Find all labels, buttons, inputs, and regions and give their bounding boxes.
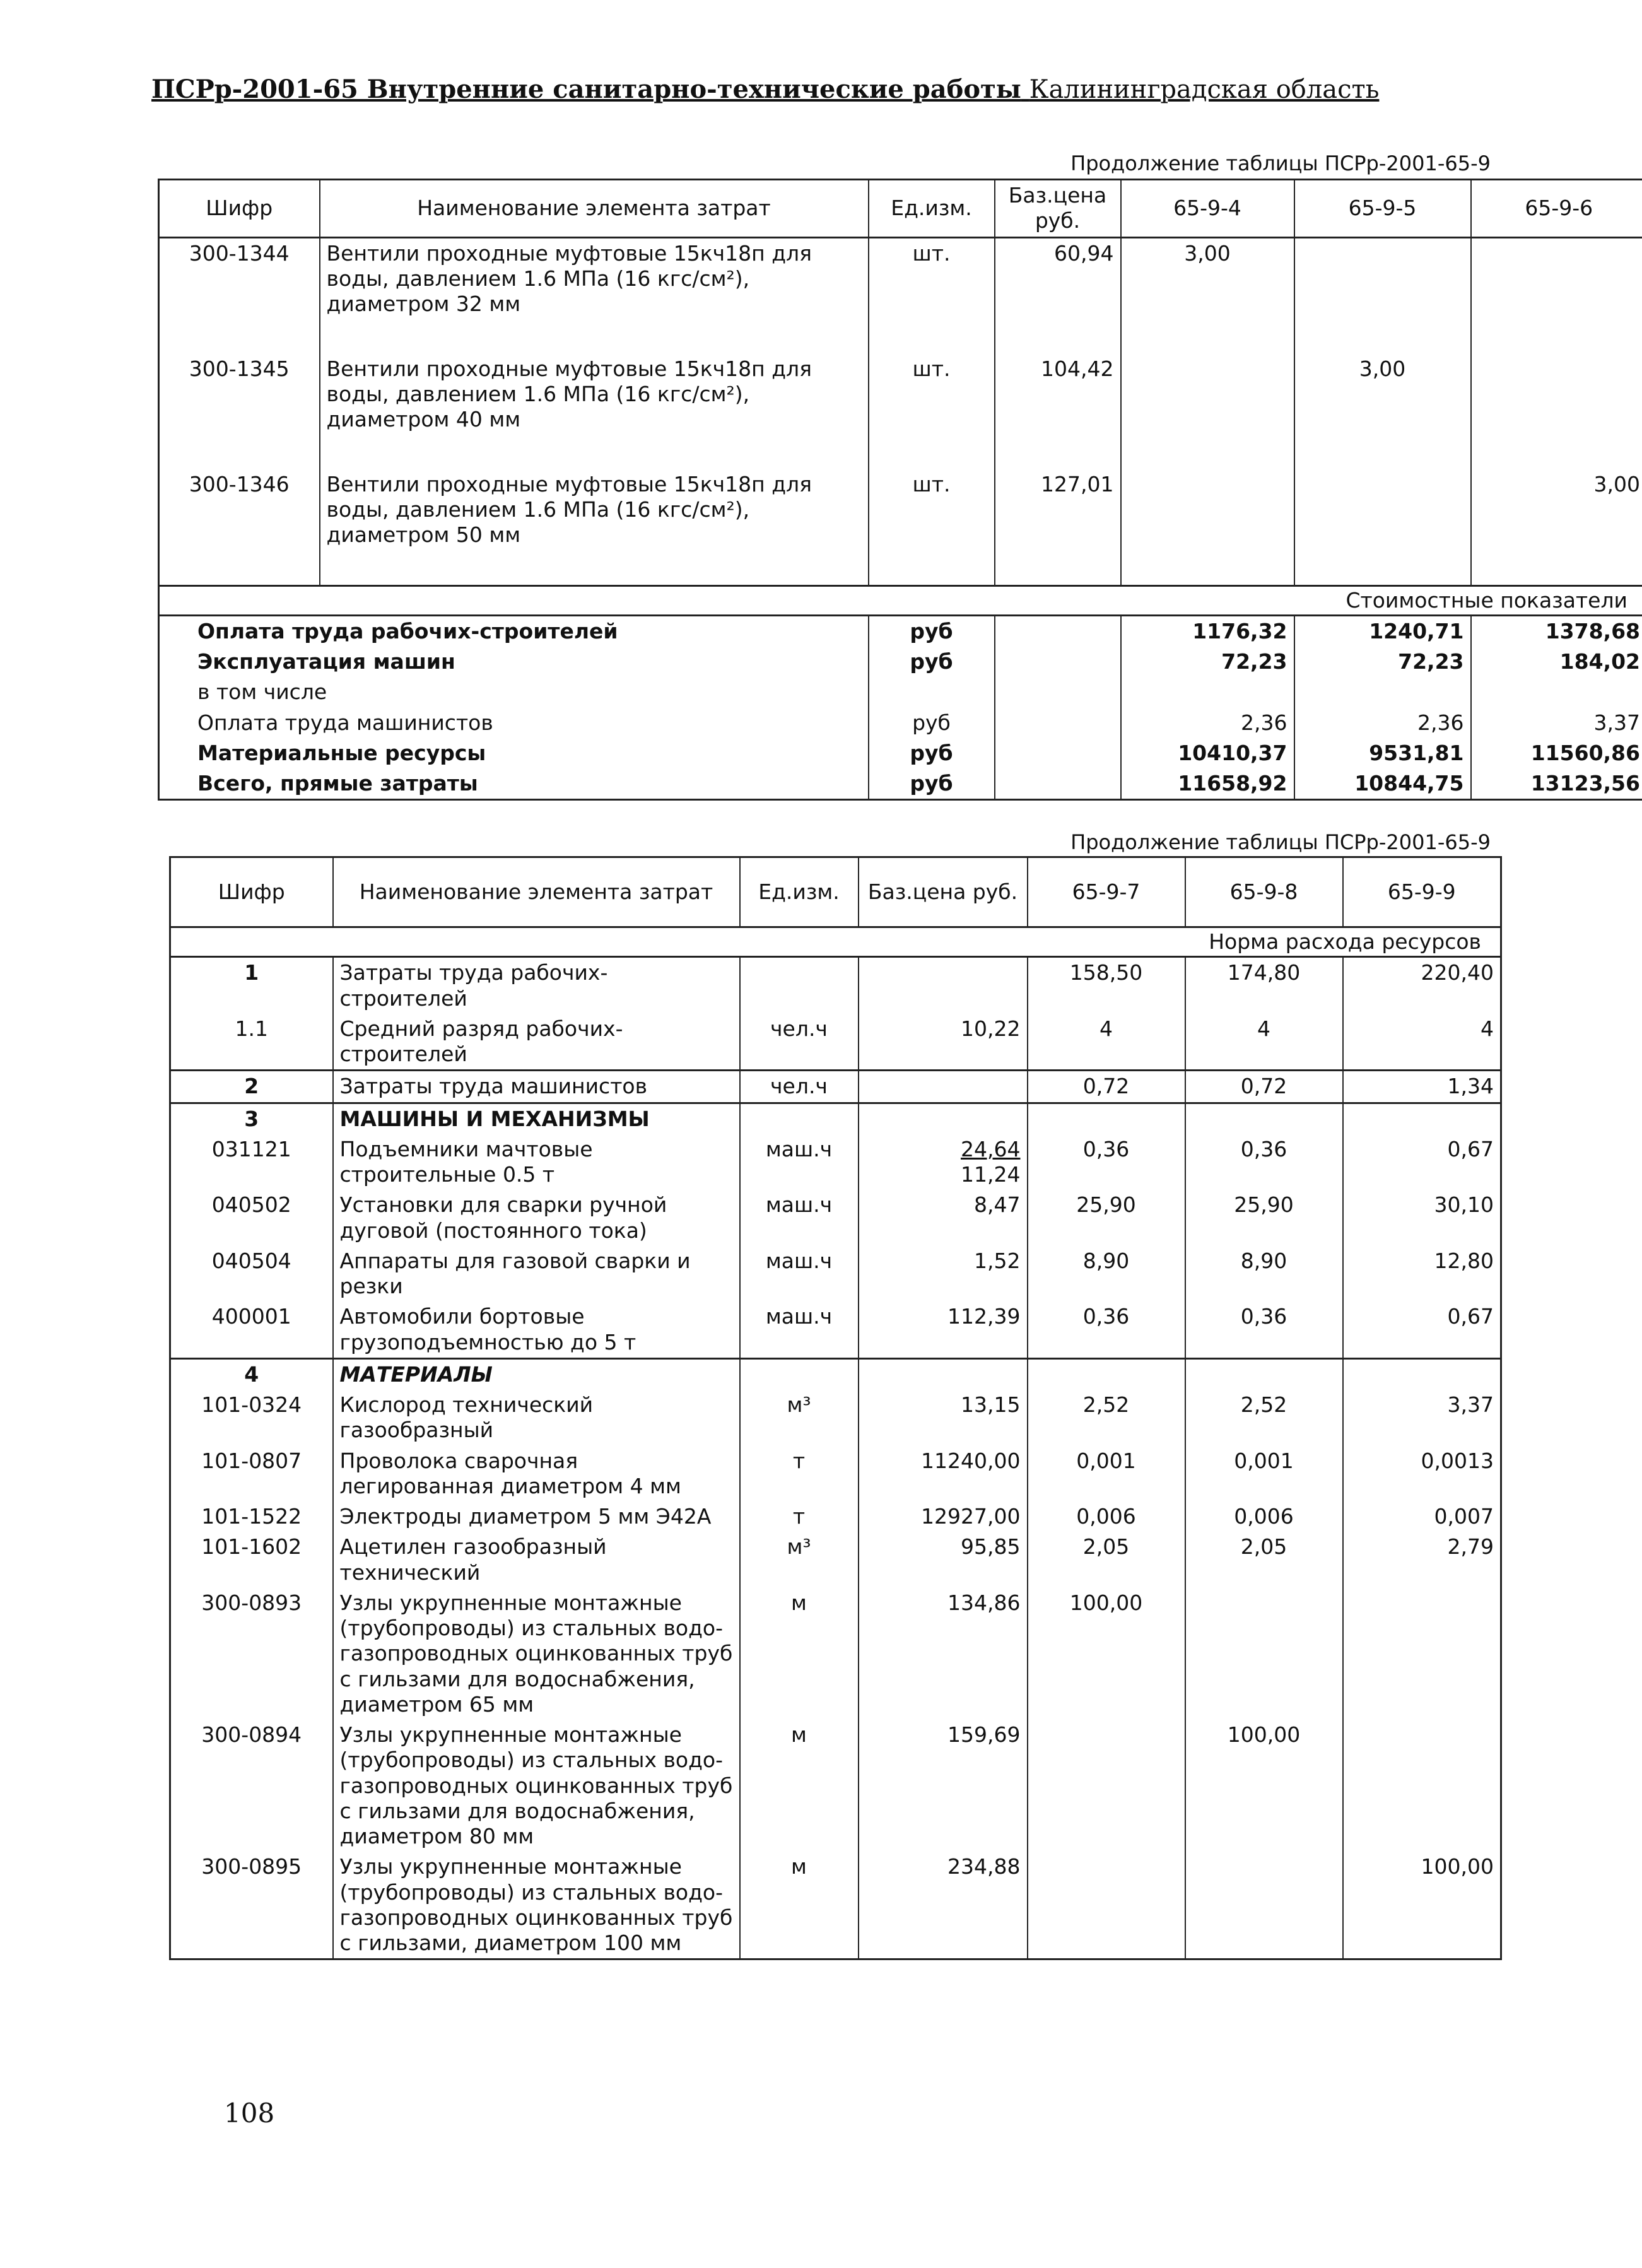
row-unit: м xyxy=(740,1852,859,1960)
table-row xyxy=(159,469,1642,586)
col-header-name: Наименование элемента затрат xyxy=(320,180,869,238)
page-header xyxy=(151,74,1379,104)
row-unit: м xyxy=(740,1720,859,1852)
col-header-price: Баз.цена руб. xyxy=(859,857,1028,927)
row-code: 300-1346 xyxy=(159,469,320,586)
summary-row xyxy=(159,768,1642,800)
row-price xyxy=(859,1446,1028,1502)
row-code: 300-1344 xyxy=(159,237,320,354)
summary-row xyxy=(159,677,1642,707)
row-code: 040502 xyxy=(170,1190,333,1246)
row-price-value: 11240,00 xyxy=(921,1448,1021,1473)
row-unit: маш.ч xyxy=(740,1190,859,1246)
col-header-name: Наименование элемента затрат xyxy=(333,857,740,927)
row-value-c1 xyxy=(1028,1358,1185,1390)
row-value-c3: 1,34 xyxy=(1343,1071,1501,1103)
row-code: 400001 xyxy=(170,1301,333,1358)
table-row xyxy=(170,957,1501,1014)
table2 xyxy=(169,856,1502,1960)
row-code: 101-1522 xyxy=(170,1501,333,1532)
row-code: 101-0807 xyxy=(170,1446,333,1502)
row-code: 4 xyxy=(170,1358,333,1390)
row-price xyxy=(859,1390,1028,1446)
summary-empty xyxy=(995,768,1121,800)
header-region: Калининградская область xyxy=(1029,75,1380,104)
row-value-c3 xyxy=(1343,1720,1501,1852)
table-row xyxy=(170,1301,1501,1358)
row-unit xyxy=(740,1103,859,1134)
summary-empty xyxy=(995,615,1121,647)
row-unit: м³ xyxy=(740,1532,859,1588)
row-unit: маш.ч xyxy=(740,1246,859,1302)
row-code: 3 xyxy=(170,1103,333,1134)
col-header-price: Баз.цена руб. xyxy=(995,180,1121,238)
summary-c3: 184,02 xyxy=(1471,647,1642,677)
table-row xyxy=(170,1588,1501,1720)
summary-c2: 10844,75 xyxy=(1294,768,1471,800)
summary-label: Оплата труда машинистов xyxy=(159,708,869,738)
row-value-c1: 0,36 xyxy=(1028,1134,1185,1190)
table-row xyxy=(170,1532,1501,1588)
col-header-code: Шифр xyxy=(170,857,333,927)
table1-summary xyxy=(159,615,1642,800)
row-price xyxy=(859,1358,1028,1390)
summary-label: Всего, прямые затраты xyxy=(159,768,869,800)
row-price xyxy=(859,1103,1028,1134)
summary-label: Оплата труда рабочих-строителей xyxy=(159,615,869,647)
row-value-c2: 0,36 xyxy=(1185,1134,1343,1190)
summary-c2: 72,23 xyxy=(1294,647,1471,677)
band-label: Норма расхода ресурсов xyxy=(170,927,1501,957)
summary-c3: 13123,56 xyxy=(1471,768,1642,800)
row-price-value: 95,85 xyxy=(961,1534,1021,1560)
row-value-c2: 2,05 xyxy=(1185,1532,1343,1588)
row-value-c2: 0,006 xyxy=(1185,1501,1343,1532)
table1-header-row xyxy=(159,180,1642,238)
summary-c1: 2,36 xyxy=(1121,708,1294,738)
row-code: 101-0324 xyxy=(170,1390,333,1446)
summary-c2: 9531,81 xyxy=(1294,738,1471,768)
table1-caption: Продолжение таблицы ПСРр-2001-65-9 xyxy=(1070,151,1491,175)
table-row xyxy=(170,1390,1501,1446)
row-code: 031121 xyxy=(170,1134,333,1190)
col-header-unit: Ед.изм. xyxy=(740,857,859,927)
row-name: Кислород технический газообразный xyxy=(333,1390,740,1446)
table2-body xyxy=(170,957,1501,1960)
row-code: 1 xyxy=(170,957,333,1014)
row-value-c3 xyxy=(1343,1103,1501,1134)
row-value-c3 xyxy=(1471,354,1642,469)
row-unit: м³ xyxy=(740,1390,859,1446)
row-code: 300-0893 xyxy=(170,1588,333,1720)
row-value-c1: 8,90 xyxy=(1028,1246,1185,1302)
row-code: 040504 xyxy=(170,1246,333,1302)
summary-unit: руб xyxy=(869,615,995,647)
table-row xyxy=(170,1446,1501,1502)
row-price-value-2: 11,24 xyxy=(961,1162,1021,1187)
row-value-c1 xyxy=(1121,354,1294,469)
row-value-c2: 8,90 xyxy=(1185,1246,1343,1302)
row-price-value: 134,86 xyxy=(947,1590,1021,1615)
summary-c2: 2,36 xyxy=(1294,708,1471,738)
row-value-c3: 3,37 xyxy=(1343,1390,1501,1446)
row-value-c2: 100,00 xyxy=(1185,1720,1343,1852)
summary-row xyxy=(159,647,1642,677)
summary-unit: руб xyxy=(869,738,995,768)
table-row xyxy=(170,1501,1501,1532)
table-row xyxy=(159,354,1642,469)
row-code: 2 xyxy=(170,1071,333,1103)
table1 xyxy=(158,179,1642,801)
row-value-c1 xyxy=(1028,1720,1185,1852)
summary-c3: 1378,68 xyxy=(1471,615,1642,647)
row-name: Проволока сварочная легированная диаметром 4 мм xyxy=(333,1446,740,1502)
table-row xyxy=(170,1852,1501,1960)
table-row xyxy=(170,1720,1501,1852)
summary-unit: руб xyxy=(869,768,995,800)
summary-c1: 10410,37 xyxy=(1121,738,1294,768)
summary-c3: 3,37 xyxy=(1471,708,1642,738)
summary-c1: 1176,32 xyxy=(1121,615,1294,647)
row-value-c2: 2,52 xyxy=(1185,1390,1343,1446)
row-value-c3: 0,67 xyxy=(1343,1301,1501,1358)
row-code: 300-0894 xyxy=(170,1720,333,1852)
row-name: Установки для сварки ручной дуговой (постоянного тока) xyxy=(333,1190,740,1246)
row-name: Узлы укрупненные монтажные (трубопроводы) из стальных водо-газопроводных оцинкованных труб с гильзами для водоснабжения, диаметром 65 мм xyxy=(333,1588,740,1720)
row-value-c2: 4 xyxy=(1185,1014,1343,1071)
row-value-c3 xyxy=(1343,1588,1501,1720)
table-row xyxy=(170,1190,1501,1246)
row-price xyxy=(859,1588,1028,1720)
row-price xyxy=(859,1246,1028,1302)
row-value-c2: 25,90 xyxy=(1185,1190,1343,1246)
summary-row xyxy=(159,738,1642,768)
row-price-value: 13,15 xyxy=(961,1392,1021,1417)
row-value-c1: 0,72 xyxy=(1028,1071,1185,1103)
row-value-c2 xyxy=(1185,1103,1343,1134)
row-price-value: 112,39 xyxy=(947,1304,1021,1329)
table2-band-row xyxy=(170,927,1501,957)
row-value-c2 xyxy=(1185,1852,1343,1960)
row-value-c1 xyxy=(1121,469,1294,586)
row-value-c2 xyxy=(1294,469,1471,586)
summary-empty xyxy=(995,647,1121,677)
row-value-c1: 0,36 xyxy=(1028,1301,1185,1358)
row-unit: шт. xyxy=(869,469,995,586)
row-name: Вентили проходные муфтовые 15кч18п для воды, давлением 1.6 МПа (16 кгс/см²), диаметром 40 мм xyxy=(320,354,869,469)
row-value-c2 xyxy=(1185,1358,1343,1390)
row-name: Подъемники мачтовые строительные 0.5 т xyxy=(333,1134,740,1190)
row-name: МАШИНЫ И МЕХАНИЗМЫ xyxy=(333,1103,740,1134)
row-value-c2: 0,36 xyxy=(1185,1301,1343,1358)
table-row xyxy=(170,1071,1501,1103)
section-row xyxy=(170,1103,1501,1134)
col-header-c1: 65-9-4 xyxy=(1121,180,1294,238)
row-value-c1: 100,00 xyxy=(1028,1588,1185,1720)
row-unit: чел.ч xyxy=(740,1071,859,1103)
summary-label: Материальные ресурсы xyxy=(159,738,869,768)
table-row xyxy=(170,1246,1501,1302)
row-value-c2: 0,001 xyxy=(1185,1446,1343,1502)
summary-c1: 11658,92 xyxy=(1121,768,1294,800)
row-code: 1.1 xyxy=(170,1014,333,1071)
summary-c1 xyxy=(1121,677,1294,707)
row-unit: шт. xyxy=(869,237,995,354)
row-value-c3: 220,40 xyxy=(1343,957,1501,1014)
row-price-value: 1,52 xyxy=(974,1248,1021,1273)
row-price xyxy=(859,1014,1028,1071)
row-code: 300-1345 xyxy=(159,354,320,469)
row-name: Вентили проходные муфтовые 15кч18п для воды, давлением 1.6 МПа (16 кгс/см²), диаметром 32 мм xyxy=(320,237,869,354)
row-value-c2: 174,80 xyxy=(1185,957,1343,1014)
summary-empty xyxy=(995,708,1121,738)
row-price-value: 24,64 xyxy=(961,1136,1021,1161)
row-code: 101-1602 xyxy=(170,1532,333,1588)
summary-c3 xyxy=(1471,677,1642,707)
col-header-c1: 65-9-7 xyxy=(1028,857,1185,927)
row-price-value: 159,69 xyxy=(947,1722,1021,1747)
row-value-c1 xyxy=(1028,1852,1185,1960)
col-header-code: Шифр xyxy=(159,180,320,238)
col-header-c2: 65-9-5 xyxy=(1294,180,1471,238)
row-price: 60,94 xyxy=(995,237,1121,354)
row-price xyxy=(859,1720,1028,1852)
row-value-c3: 12,80 xyxy=(1343,1246,1501,1302)
row-price-value: 8,47 xyxy=(974,1192,1021,1218)
table2-header-row xyxy=(170,857,1501,927)
summary-empty xyxy=(995,738,1121,768)
summary-label: Эксплуатация машин xyxy=(159,647,869,677)
row-price xyxy=(859,1301,1028,1358)
summary-label: в том числе xyxy=(159,677,869,707)
section-row xyxy=(170,1358,1501,1390)
row-code: 300-0895 xyxy=(170,1852,333,1960)
row-value-c2: 3,00 xyxy=(1294,354,1471,469)
row-price xyxy=(859,1532,1028,1588)
row-price xyxy=(859,1501,1028,1532)
row-value-c3: 0,007 xyxy=(1343,1501,1501,1532)
row-name: Узлы укрупненные монтажные (трубопроводы) из стальных водо-газопроводных оцинкованных труб с гильзами для водоснабжения, диаметром 80 мм xyxy=(333,1720,740,1852)
row-value-c1 xyxy=(1028,1103,1185,1134)
row-value-c3: 0,0013 xyxy=(1343,1446,1501,1502)
row-value-c3: 100,00 xyxy=(1343,1852,1501,1960)
row-value-c1: 25,90 xyxy=(1028,1190,1185,1246)
header-title: ПСРр-2001-65 Внутренние санитарно-технические работы xyxy=(151,74,1021,104)
row-name: Узлы укрупненные монтажные (трубопроводы) из стальных водо-газопроводных оцинкованных труб с гильзами, диаметром 100 мм xyxy=(333,1852,740,1960)
row-unit: т xyxy=(740,1501,859,1532)
col-header-c3: 65-9-6 xyxy=(1471,180,1642,238)
summary-unit: руб xyxy=(869,647,995,677)
table1-body xyxy=(159,237,1642,585)
row-price: 104,42 xyxy=(995,354,1121,469)
row-name: Вентили проходные муфтовые 15кч18п для воды, давлением 1.6 МПа (16 кгс/см²), диаметром 50 мм xyxy=(320,469,869,586)
row-value-c2: 0,72 xyxy=(1185,1071,1343,1103)
summary-c2: 1240,71 xyxy=(1294,615,1471,647)
row-name: Затраты труда машинистов xyxy=(333,1071,740,1103)
summary-row xyxy=(159,615,1642,647)
row-value-c1: 2,52 xyxy=(1028,1390,1185,1446)
row-value-c3: 0,67 xyxy=(1343,1134,1501,1190)
row-price xyxy=(859,957,1028,1014)
summary-c1: 72,23 xyxy=(1121,647,1294,677)
summary-c3: 11560,86 xyxy=(1471,738,1642,768)
row-value-c1: 0,006 xyxy=(1028,1501,1185,1532)
row-unit: маш.ч xyxy=(740,1134,859,1190)
row-value-c3: 3,00 xyxy=(1471,469,1642,586)
row-name: Ацетилен газообразный технический xyxy=(333,1532,740,1588)
row-price xyxy=(859,1852,1028,1960)
band-label: Стоимостные показатели xyxy=(159,585,1642,615)
col-header-c2: 65-9-8 xyxy=(1185,857,1343,927)
row-price-value: 12927,00 xyxy=(921,1504,1021,1529)
row-unit: маш.ч xyxy=(740,1301,859,1358)
row-unit: шт. xyxy=(869,354,995,469)
row-value-c1: 3,00 xyxy=(1121,237,1294,354)
col-header-c3: 65-9-9 xyxy=(1343,857,1501,927)
row-value-c2 xyxy=(1294,237,1471,354)
row-price-value: 10,22 xyxy=(961,1016,1021,1041)
row-price: 127,01 xyxy=(995,469,1121,586)
summary-c2 xyxy=(1294,677,1471,707)
summary-empty xyxy=(995,677,1121,707)
row-name: Автомобили бортовые грузоподъемностью до 5 т xyxy=(333,1301,740,1358)
row-value-c1: 2,05 xyxy=(1028,1532,1185,1588)
row-price xyxy=(859,1071,1028,1103)
row-price-value: 234,88 xyxy=(947,1854,1021,1879)
row-price xyxy=(859,1134,1028,1190)
row-name: Аппараты для газовой сварки и резки xyxy=(333,1246,740,1302)
table-row xyxy=(170,1014,1501,1071)
row-value-c1: 158,50 xyxy=(1028,957,1185,1014)
row-unit: т xyxy=(740,1446,859,1502)
row-unit xyxy=(740,1358,859,1390)
row-value-c3: 4 xyxy=(1343,1014,1501,1071)
row-name: Затраты труда рабочих-строителей xyxy=(333,957,740,1014)
row-value-c3 xyxy=(1343,1358,1501,1390)
row-value-c3: 30,10 xyxy=(1343,1190,1501,1246)
summary-unit: руб xyxy=(869,708,995,738)
row-value-c1: 4 xyxy=(1028,1014,1185,1071)
row-name: МАТЕРИАЛЫ xyxy=(333,1358,740,1390)
row-name: Электроды диаметром 5 мм Э42А xyxy=(333,1501,740,1532)
table1-band-row xyxy=(159,585,1642,615)
page-number: 108 xyxy=(224,2098,275,2129)
row-price xyxy=(859,1190,1028,1246)
col-header-unit: Ед.изм. xyxy=(869,180,995,238)
table-row xyxy=(159,237,1642,354)
row-name: Средний разряд рабочих-строителей xyxy=(333,1014,740,1071)
summary-row xyxy=(159,708,1642,738)
table2-caption: Продолжение таблицы ПСРр-2001-65-9 xyxy=(1070,830,1491,854)
table-row xyxy=(170,1134,1501,1190)
row-unit xyxy=(740,957,859,1014)
row-value-c2 xyxy=(1185,1588,1343,1720)
row-unit: чел.ч xyxy=(740,1014,859,1071)
row-value-c3: 2,79 xyxy=(1343,1532,1501,1588)
row-value-c1: 0,001 xyxy=(1028,1446,1185,1502)
row-unit: м xyxy=(740,1588,859,1720)
summary-unit xyxy=(869,677,995,707)
row-value-c3 xyxy=(1471,237,1642,354)
